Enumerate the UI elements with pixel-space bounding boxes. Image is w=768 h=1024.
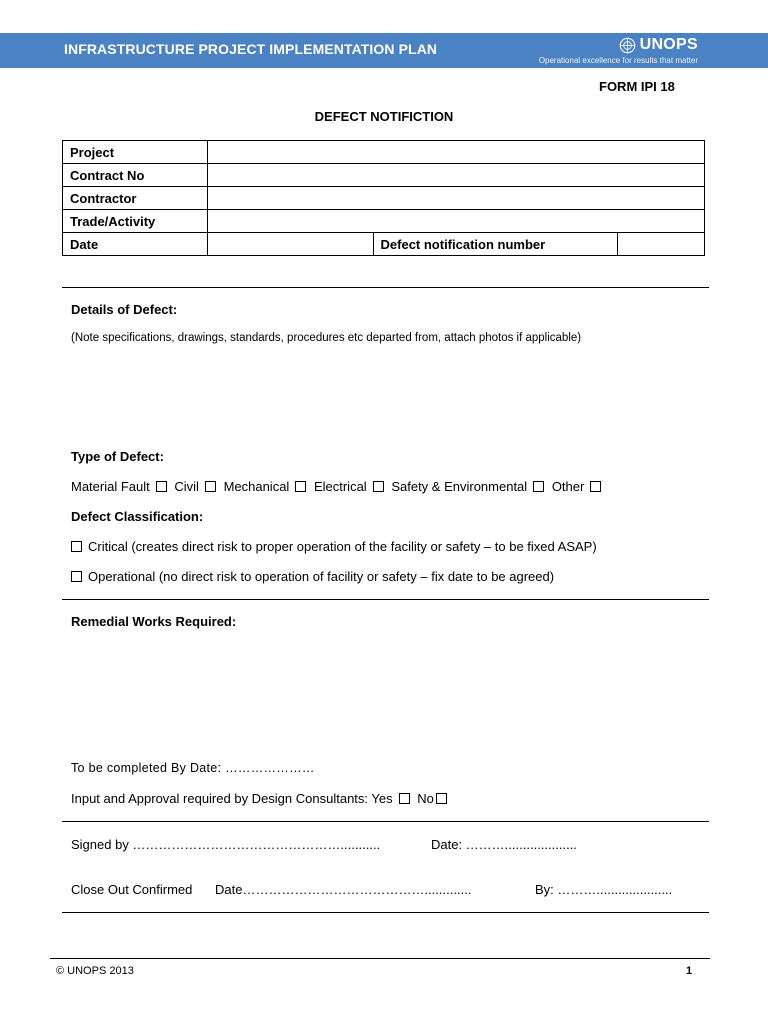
trade-activity-field[interactable] xyxy=(207,210,704,233)
table-row xyxy=(63,141,705,164)
remedial-heading: Remedial Works Required: xyxy=(71,614,237,629)
critical-checkbox[interactable] xyxy=(71,541,82,552)
type-heading: Type of Defect: xyxy=(71,449,164,464)
table-row xyxy=(63,187,705,210)
operational-row xyxy=(71,569,554,584)
section-divider xyxy=(62,821,709,822)
signed-date-field[interactable]: Date: ……….................... xyxy=(431,837,577,852)
unops-logo xyxy=(539,36,698,65)
approval-label: Input and Approval required by Design Consultants: Yes xyxy=(71,791,393,806)
approval-yes-checkbox[interactable] xyxy=(399,793,410,804)
approval-no-label: No xyxy=(417,791,434,806)
details-heading: Details of Defect: xyxy=(71,302,178,317)
material-fault-checkbox[interactable] xyxy=(156,481,167,492)
section-divider xyxy=(62,912,709,913)
close-out-by-field[interactable]: By: ………..................... xyxy=(535,882,673,897)
table-row xyxy=(63,164,705,187)
un-emblem-icon xyxy=(619,37,636,54)
classification-heading: Defect Classification: xyxy=(71,509,204,524)
page-number: 1 xyxy=(686,965,693,977)
contract-no-field[interactable] xyxy=(207,164,704,187)
logo-wordmark: UNOPS xyxy=(639,36,698,53)
contract-no-label: Contract No xyxy=(63,164,208,187)
option-safety-label: Safety & Environmental xyxy=(391,479,528,494)
operational-checkbox[interactable] xyxy=(71,571,82,582)
project-label: Project xyxy=(63,141,208,164)
defect-number-label: Defect notification number xyxy=(373,233,618,256)
form-code: FORM IPI 18 xyxy=(599,79,675,94)
document-header-title: INFRASTRUCTURE PROJECT IMPLEMENTATION PLAN xyxy=(64,41,438,57)
other-checkbox[interactable] xyxy=(590,481,601,492)
logo-tagline: Operational excellence for results that matter xyxy=(538,56,698,65)
defect-number-field[interactable] xyxy=(618,233,705,256)
completed-by-field[interactable]: To be completed By Date: ………………… xyxy=(71,761,315,775)
form-title: DEFECT NOTIFICTION xyxy=(314,109,454,124)
close-out-label: Close Out Confirmed xyxy=(71,882,193,897)
approval-no-checkbox[interactable] xyxy=(436,793,447,804)
option-civil-label: Civil xyxy=(174,479,199,494)
electrical-checkbox[interactable] xyxy=(373,481,384,492)
date-label: Date xyxy=(63,233,208,256)
close-out-date-field[interactable]: Date……………………………………............. xyxy=(215,882,472,897)
footer-copyright: © UNOPS 2013 xyxy=(56,965,134,977)
option-material-fault-label: Material Fault xyxy=(71,479,150,494)
section-divider xyxy=(62,287,709,288)
safety-environmental-checkbox[interactable] xyxy=(533,481,544,492)
approval-row xyxy=(71,791,451,806)
trade-activity-label: Trade/Activity xyxy=(63,210,208,233)
header-banner xyxy=(0,33,768,68)
footer-divider xyxy=(50,958,710,959)
type-options xyxy=(71,479,605,494)
option-electrical-label: Electrical xyxy=(313,479,367,494)
project-field[interactable] xyxy=(207,141,704,164)
contractor-field[interactable] xyxy=(207,187,704,210)
operational-label: Operational (no direct risk to operation of facility or safety – fix date to be agreed) xyxy=(88,569,555,584)
table-row xyxy=(63,210,705,233)
signed-by-field[interactable]: Signed by …………………………………………........... xyxy=(71,837,381,852)
table-row xyxy=(63,233,705,256)
details-note: (Note specifications, drawings, standards, procedures etc departed from, attach photos if applicable) xyxy=(71,332,582,344)
option-mechanical-label: Mechanical xyxy=(223,479,290,494)
date-field[interactable] xyxy=(207,233,373,256)
critical-label: Critical (creates direct risk to proper operation of the facility or safety – to be fixed ASAP) xyxy=(88,539,597,554)
section-divider xyxy=(62,599,709,600)
option-other-label: Other xyxy=(551,479,585,494)
contractor-label: Contractor xyxy=(63,187,208,210)
project-info-table xyxy=(62,140,705,256)
critical-row xyxy=(71,539,597,554)
civil-checkbox[interactable] xyxy=(205,481,216,492)
mechanical-checkbox[interactable] xyxy=(295,481,306,492)
